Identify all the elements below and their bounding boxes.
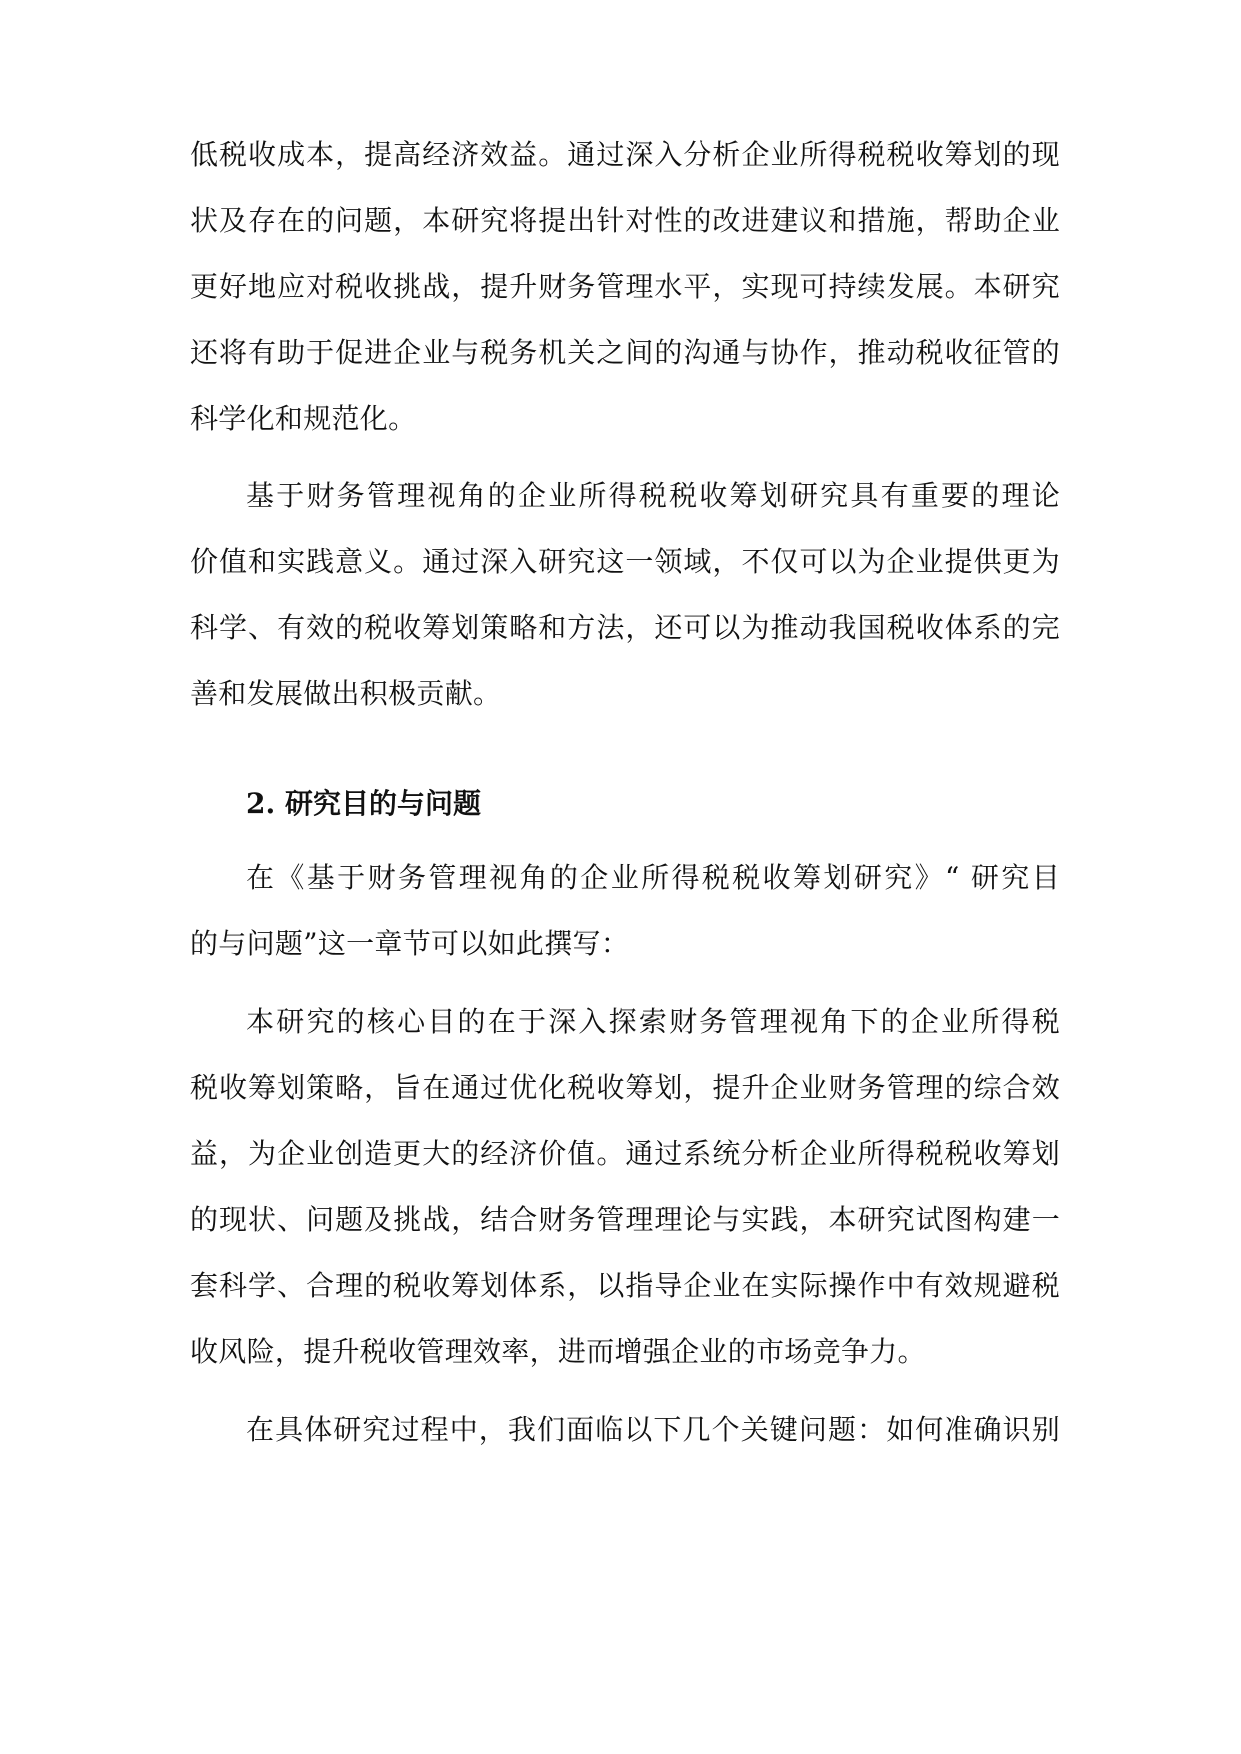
text-line: 益，为企业创造更大的经济价值。通过系统分析企业所得税税收筹划: [190, 1137, 1060, 1170]
text-line: 在《基于财务管理视角的企业所得税税收筹划研究》“ 研究目: [246, 861, 1060, 894]
text-line: 的现状、问题及挑战，结合财务管理理论与实践，本研究试图构建一: [190, 1203, 1060, 1236]
text-line: 收风险，提升税收管理效率，进而增强企业的市场竞争力。: [190, 1335, 926, 1368]
text-line: 状及存在的问题，本研究将提出针对性的改进建议和措施，帮助企业: [190, 204, 1060, 237]
section-heading: 2. 研究目的与问题: [246, 787, 481, 820]
text-line: 价值和实践意义。通过深入研究这一领域，不仅可以为企业提供更为: [190, 545, 1060, 578]
text-line: 善和发展做出积极贡献。: [190, 677, 502, 710]
text-line: 基于财务管理视角的企业所得税税收筹划研究具有重要的理论: [246, 479, 1060, 512]
text-line: 税收筹划策略，旨在通过优化税收筹划，提升企业财务管理的综合效: [190, 1071, 1060, 1104]
text-line: 科学化和规范化。: [190, 402, 417, 435]
text-line: 低税收成本，提高经济效益。通过深入分析企业所得税税收筹划的现: [190, 138, 1060, 171]
text-line: 在具体研究过程中，我们面临以下几个关键问题：如何准确识别: [246, 1413, 1060, 1446]
text-line: 更好地应对税收挑战，提升财务管理水平，实现可持续发展。本研究: [190, 270, 1060, 303]
text-line: 还将有助于促进企业与税务机关之间的沟通与协作，推动税收征管的: [190, 336, 1060, 369]
text-line: 的与问题”这一章节可以如此撰写：: [190, 927, 630, 960]
text-line: 套科学、合理的税收筹划体系，以指导企业在实际操作中有效规避税: [190, 1269, 1060, 1302]
text-line: 科学、有效的税收筹划策略和方法，还可以为推动我国税收体系的完: [190, 611, 1060, 644]
text-line: 本研究的核心目的在于深入探索财务管理视角下的企业所得税: [246, 1005, 1060, 1038]
